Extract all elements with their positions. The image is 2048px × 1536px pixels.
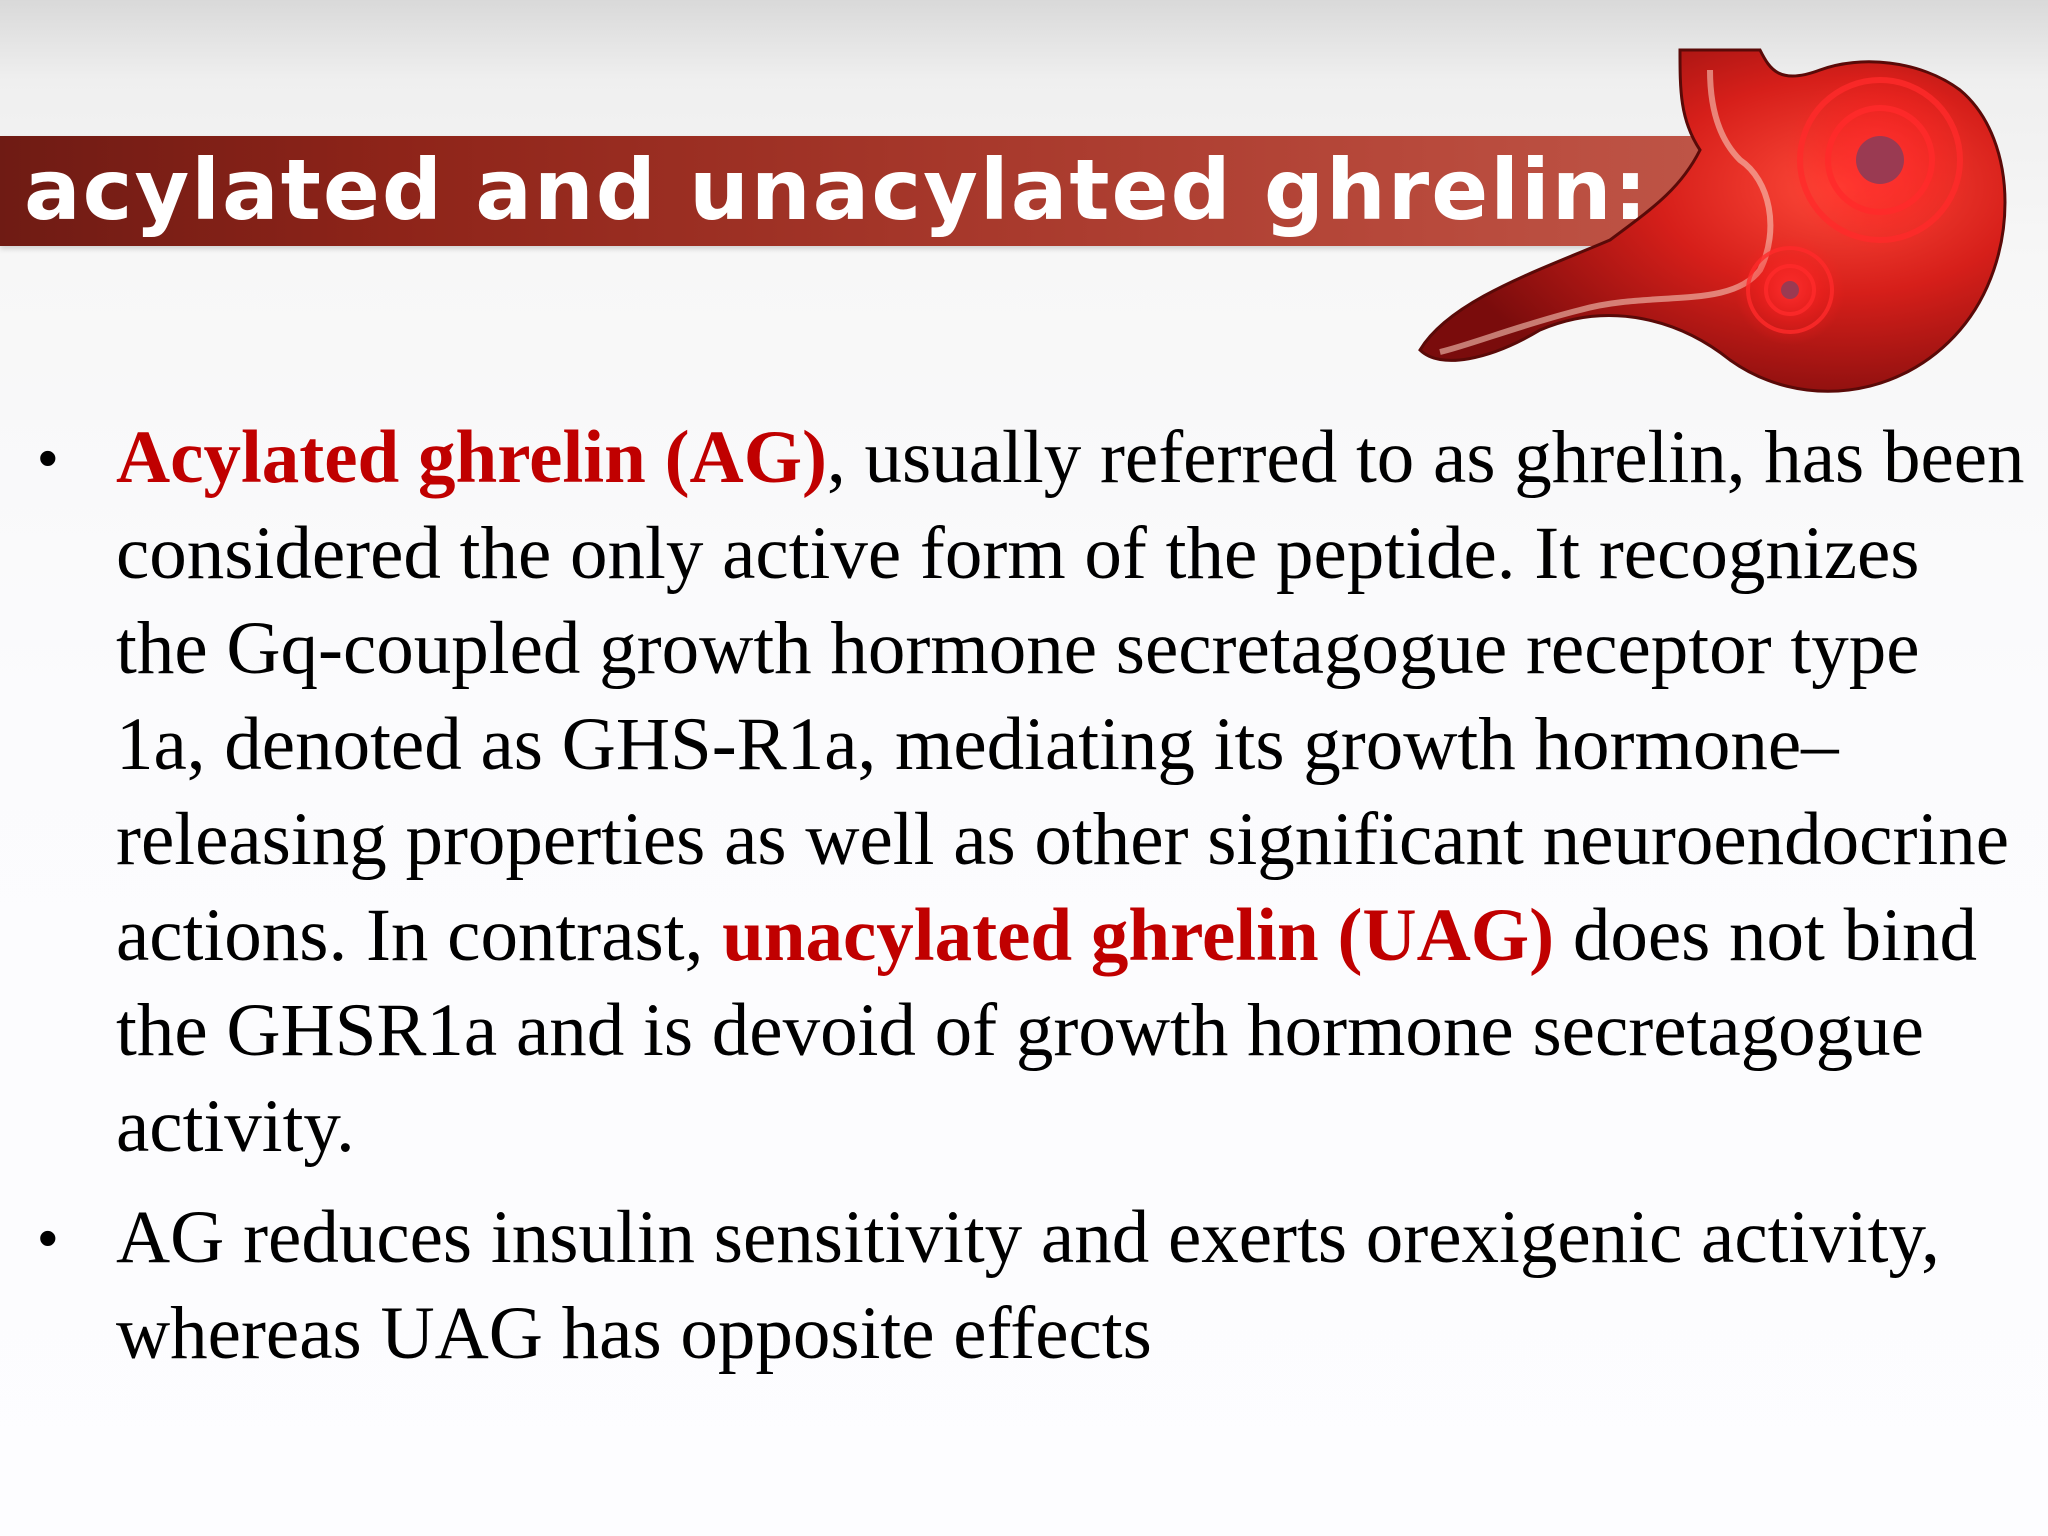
bullet-item (0, 1190, 2026, 1381)
bullet-text (116, 410, 2026, 1174)
body-text: , usually referred to as ghrelin, has been considered the only active form of the peptide. It recognizes the Gq-coupled growth hormone secretagogue receptor type 1a, denoted as GHS-R1a, mediating its growth hormone–releasing properties as well as other significant neuroendocrine actions. In contrast, (116, 416, 2025, 977)
bullet-marker: • (38, 1206, 58, 1269)
slide-title: acylated and unacylated ghrelin: (24, 141, 1650, 239)
bullet-list (0, 410, 2048, 1381)
highlight-term: Acylated ghrelin (AG) (116, 416, 828, 499)
body-text: does not bind the GHSR1a and is devoid of growth hormone secretagogue activity. (116, 893, 1977, 1168)
bullet-marker: • (38, 426, 58, 489)
highlight-term: unacylated ghrelin (UAG) (722, 893, 1555, 977)
stomach-illustration-icon (1380, 30, 2020, 450)
bullet-text (116, 1190, 2026, 1381)
body-text: AG reduces insulin sensitivity and exerts orexigenic activity, whereas UAG has opposite effects (116, 1196, 1940, 1375)
bullet-item (0, 410, 2026, 1174)
